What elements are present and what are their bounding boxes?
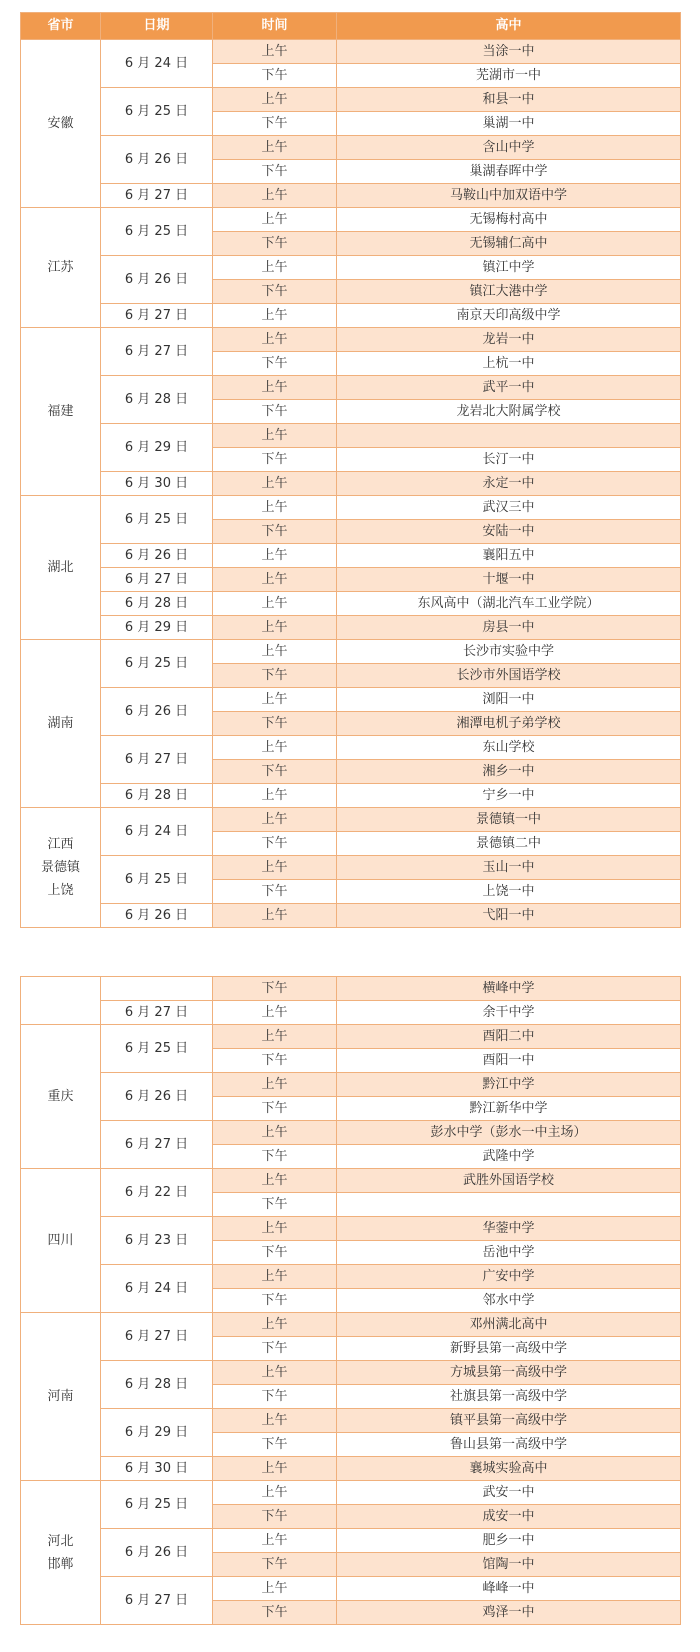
school-cell: 东风高中（湖北汽车工业学院） bbox=[337, 592, 681, 616]
school-cell: 酉阳二中 bbox=[337, 1025, 681, 1049]
table-row bbox=[21, 1577, 681, 1601]
school-cell: 华蓥中学 bbox=[337, 1217, 681, 1241]
time-cell: 下午 bbox=[213, 1385, 337, 1409]
table-row bbox=[21, 640, 681, 664]
date-cell: 6 月 28 日 bbox=[101, 784, 213, 808]
school-cell: 镇平县第一高级中学 bbox=[337, 1409, 681, 1433]
time-cell: 上午 bbox=[213, 256, 337, 280]
date-cell: 6 月 26 日 bbox=[101, 544, 213, 568]
time-cell: 上午 bbox=[213, 184, 337, 208]
school-cell: 宁乡一中 bbox=[337, 784, 681, 808]
time-cell: 下午 bbox=[213, 1601, 337, 1625]
school-cell: 龙岩北大附属学校 bbox=[337, 400, 681, 424]
time-cell: 上午 bbox=[213, 424, 337, 448]
school-cell: 龙岩一中 bbox=[337, 328, 681, 352]
time-cell: 下午 bbox=[213, 977, 337, 1001]
time-cell: 下午 bbox=[213, 1145, 337, 1169]
school-cell: 方城县第一高级中学 bbox=[337, 1361, 681, 1385]
date-cell: 6 月 27 日 bbox=[101, 1577, 213, 1625]
table-row bbox=[21, 784, 681, 808]
date-cell: 6 月 23 日 bbox=[101, 1217, 213, 1265]
time-cell: 上午 bbox=[213, 208, 337, 232]
header-row bbox=[21, 13, 681, 40]
school-cell: 当涂一中 bbox=[337, 40, 681, 64]
table-row bbox=[21, 424, 681, 448]
date-cell: 6 月 26 日 bbox=[101, 1073, 213, 1121]
date-cell: 6 月 25 日 bbox=[101, 208, 213, 256]
school-cell: 永定一中 bbox=[337, 472, 681, 496]
date-cell: 6 月 25 日 bbox=[101, 1025, 213, 1073]
table-row bbox=[21, 616, 681, 640]
table-row bbox=[21, 376, 681, 400]
time-cell: 下午 bbox=[213, 1049, 337, 1073]
table-row bbox=[21, 977, 681, 1001]
school-cell: 景德镇二中 bbox=[337, 832, 681, 856]
school-cell: 东山学校 bbox=[337, 736, 681, 760]
school-cell: 无锡梅村高中 bbox=[337, 208, 681, 232]
time-cell: 下午 bbox=[213, 1289, 337, 1313]
school-cell: 长沙市实验中学 bbox=[337, 640, 681, 664]
table-row bbox=[21, 208, 681, 232]
time-cell: 下午 bbox=[213, 400, 337, 424]
header-date: 日期 bbox=[101, 13, 213, 40]
date-cell: 6 月 26 日 bbox=[101, 256, 213, 304]
table-row bbox=[21, 40, 681, 64]
header-school: 高中 bbox=[337, 13, 681, 40]
table-row bbox=[21, 688, 681, 712]
time-cell: 上午 bbox=[213, 904, 337, 928]
table-row bbox=[21, 856, 681, 880]
date-cell: 6 月 27 日 bbox=[101, 1121, 213, 1169]
school-cell: 无锡辅仁高中 bbox=[337, 232, 681, 256]
school-cell: 黔江新华中学 bbox=[337, 1097, 681, 1121]
school-cell: 酉阳一中 bbox=[337, 1049, 681, 1073]
school-cell: 馆陶一中 bbox=[337, 1553, 681, 1577]
time-cell: 上午 bbox=[213, 856, 337, 880]
school-cell: 武安一中 bbox=[337, 1481, 681, 1505]
province-cell: 四川 bbox=[21, 1169, 101, 1313]
date-cell: 6 月 22 日 bbox=[101, 1169, 213, 1217]
time-cell: 下午 bbox=[213, 1505, 337, 1529]
school-cell: 镇江中学 bbox=[337, 256, 681, 280]
school-cell: 邓州满北高中 bbox=[337, 1313, 681, 1337]
time-cell: 下午 bbox=[213, 832, 337, 856]
school-cell: 和县一中 bbox=[337, 88, 681, 112]
time-cell: 上午 bbox=[213, 472, 337, 496]
date-cell: 6 月 27 日 bbox=[101, 1001, 213, 1025]
school-cell: 南京天印高级中学 bbox=[337, 304, 681, 328]
time-cell: 下午 bbox=[213, 448, 337, 472]
province-cell: 河北 邯郸 bbox=[21, 1481, 101, 1625]
time-cell: 上午 bbox=[213, 568, 337, 592]
school-cell: 含山中学 bbox=[337, 136, 681, 160]
province-cell: 江西 景德镇 上饶 bbox=[21, 808, 101, 928]
school-cell: 岳池中学 bbox=[337, 1241, 681, 1265]
province-cell: 湖南 bbox=[21, 640, 101, 808]
time-cell: 上午 bbox=[213, 1529, 337, 1553]
school-cell: 黔江中学 bbox=[337, 1073, 681, 1097]
school-cell: 弋阳一中 bbox=[337, 904, 681, 928]
time-cell: 下午 bbox=[213, 520, 337, 544]
time-cell: 下午 bbox=[213, 664, 337, 688]
province-cell: 重庆 bbox=[21, 1025, 101, 1169]
date-cell: 6 月 26 日 bbox=[101, 904, 213, 928]
school-cell: 新野县第一高级中学 bbox=[337, 1337, 681, 1361]
table-row bbox=[21, 568, 681, 592]
time-cell: 下午 bbox=[213, 280, 337, 304]
time-cell: 下午 bbox=[213, 112, 337, 136]
school-cell: 镇江大港中学 bbox=[337, 280, 681, 304]
table-row bbox=[21, 496, 681, 520]
date-cell: 6 月 25 日 bbox=[101, 856, 213, 904]
time-cell: 下午 bbox=[213, 232, 337, 256]
table-row bbox=[21, 1001, 681, 1025]
table-row bbox=[21, 1265, 681, 1289]
table-row bbox=[21, 1217, 681, 1241]
time-cell: 上午 bbox=[213, 1577, 337, 1601]
time-cell: 上午 bbox=[213, 736, 337, 760]
date-cell: 6 月 27 日 bbox=[101, 184, 213, 208]
time-cell: 上午 bbox=[213, 1313, 337, 1337]
table-row bbox=[21, 472, 681, 496]
school-cell: 成安一中 bbox=[337, 1505, 681, 1529]
school-cell: 长汀一中 bbox=[337, 448, 681, 472]
time-cell: 下午 bbox=[213, 1241, 337, 1265]
date-cell: 6 月 29 日 bbox=[101, 424, 213, 472]
date-cell: 6 月 29 日 bbox=[101, 616, 213, 640]
time-cell: 上午 bbox=[213, 1265, 337, 1289]
table-row bbox=[21, 136, 681, 160]
time-cell: 下午 bbox=[213, 64, 337, 88]
school-cell: 景德镇一中 bbox=[337, 808, 681, 832]
date-cell: 6 月 27 日 bbox=[101, 328, 213, 376]
schedule-table-part-1 bbox=[20, 12, 681, 928]
time-cell: 上午 bbox=[213, 808, 337, 832]
schedule-table-part-2 bbox=[20, 976, 681, 1625]
time-cell: 上午 bbox=[213, 1457, 337, 1481]
school-cell: 邻水中学 bbox=[337, 1289, 681, 1313]
school-cell: 武平一中 bbox=[337, 376, 681, 400]
date-cell: 6 月 27 日 bbox=[101, 736, 213, 784]
school-cell: 武汉三中 bbox=[337, 496, 681, 520]
date-cell: 6 月 25 日 bbox=[101, 496, 213, 544]
time-cell: 下午 bbox=[213, 1337, 337, 1361]
time-cell: 上午 bbox=[213, 40, 337, 64]
date-cell: 6 月 30 日 bbox=[101, 1457, 213, 1481]
school-cell: 鸡泽一中 bbox=[337, 1601, 681, 1625]
time-cell: 上午 bbox=[213, 304, 337, 328]
table-row bbox=[21, 1121, 681, 1145]
date-cell: 6 月 25 日 bbox=[101, 88, 213, 136]
province-cell: 江苏 bbox=[21, 208, 101, 328]
date-cell: 6 月 24 日 bbox=[101, 1265, 213, 1313]
time-cell: 下午 bbox=[213, 1433, 337, 1457]
school-cell: 湘乡一中 bbox=[337, 760, 681, 784]
table-row bbox=[21, 1409, 681, 1433]
province-cell: 湖北 bbox=[21, 496, 101, 640]
table-row bbox=[21, 736, 681, 760]
date-cell: 6 月 28 日 bbox=[101, 1361, 213, 1409]
school-cell: 玉山一中 bbox=[337, 856, 681, 880]
time-cell: 上午 bbox=[213, 88, 337, 112]
table-row bbox=[21, 1169, 681, 1193]
school-cell: 横峰中学 bbox=[337, 977, 681, 1001]
school-cell bbox=[337, 424, 681, 448]
date-cell: 6 月 25 日 bbox=[101, 1481, 213, 1529]
time-cell: 上午 bbox=[213, 496, 337, 520]
school-cell: 武胜外国语学校 bbox=[337, 1169, 681, 1193]
time-cell: 上午 bbox=[213, 1169, 337, 1193]
school-cell: 余干中学 bbox=[337, 1001, 681, 1025]
time-cell: 上午 bbox=[213, 376, 337, 400]
table-row bbox=[21, 544, 681, 568]
table-row bbox=[21, 1313, 681, 1337]
school-cell: 十堰一中 bbox=[337, 568, 681, 592]
table-row bbox=[21, 1529, 681, 1553]
school-cell: 襄城实验高中 bbox=[337, 1457, 681, 1481]
school-cell: 广安中学 bbox=[337, 1265, 681, 1289]
time-cell: 上午 bbox=[213, 328, 337, 352]
school-cell: 社旗县第一高级中学 bbox=[337, 1385, 681, 1409]
school-cell: 峰峰一中 bbox=[337, 1577, 681, 1601]
school-cell: 巢湖春晖中学 bbox=[337, 160, 681, 184]
time-cell: 下午 bbox=[213, 1553, 337, 1577]
time-cell: 下午 bbox=[213, 1097, 337, 1121]
school-cell: 芜湖市一中 bbox=[337, 64, 681, 88]
school-cell: 巢湖一中 bbox=[337, 112, 681, 136]
school-cell: 上杭一中 bbox=[337, 352, 681, 376]
time-cell: 上午 bbox=[213, 1025, 337, 1049]
table-row bbox=[21, 328, 681, 352]
province-cell bbox=[21, 977, 101, 1025]
school-cell: 彭水中学（彭水一中主场） bbox=[337, 1121, 681, 1145]
date-cell: 6 月 28 日 bbox=[101, 376, 213, 424]
header-province: 省市 bbox=[21, 13, 101, 40]
time-cell: 上午 bbox=[213, 544, 337, 568]
time-cell: 上午 bbox=[213, 688, 337, 712]
time-cell: 上午 bbox=[213, 136, 337, 160]
time-cell: 上午 bbox=[213, 640, 337, 664]
table-row bbox=[21, 1025, 681, 1049]
school-cell: 武隆中学 bbox=[337, 1145, 681, 1169]
table-row bbox=[21, 1457, 681, 1481]
school-cell: 浏阳一中 bbox=[337, 688, 681, 712]
time-cell: 上午 bbox=[213, 1073, 337, 1097]
date-cell: 6 月 26 日 bbox=[101, 136, 213, 184]
time-cell: 上午 bbox=[213, 1361, 337, 1385]
time-cell: 上午 bbox=[213, 784, 337, 808]
school-cell: 安陆一中 bbox=[337, 520, 681, 544]
schedule-body-1 bbox=[21, 13, 681, 928]
province-cell: 安徽 bbox=[21, 40, 101, 208]
table-row bbox=[21, 88, 681, 112]
school-cell: 房县一中 bbox=[337, 616, 681, 640]
province-cell: 福建 bbox=[21, 328, 101, 496]
header-time: 时间 bbox=[213, 13, 337, 40]
date-cell: 6 月 24 日 bbox=[101, 808, 213, 856]
table-row bbox=[21, 1073, 681, 1097]
time-cell: 下午 bbox=[213, 760, 337, 784]
time-cell: 下午 bbox=[213, 712, 337, 736]
time-cell: 下午 bbox=[213, 1193, 337, 1217]
time-cell: 上午 bbox=[213, 1121, 337, 1145]
time-cell: 下午 bbox=[213, 160, 337, 184]
date-cell: 6 月 26 日 bbox=[101, 1529, 213, 1577]
table-row bbox=[21, 1481, 681, 1505]
date-cell: 6 月 24 日 bbox=[101, 40, 213, 88]
date-cell: 6 月 26 日 bbox=[101, 688, 213, 736]
table-row bbox=[21, 808, 681, 832]
province-cell: 河南 bbox=[21, 1313, 101, 1481]
school-cell: 鲁山县第一高级中学 bbox=[337, 1433, 681, 1457]
time-cell: 上午 bbox=[213, 1481, 337, 1505]
date-cell: 6 月 25 日 bbox=[101, 640, 213, 688]
date-cell: 6 月 30 日 bbox=[101, 472, 213, 496]
school-cell: 马鞍山中加双语中学 bbox=[337, 184, 681, 208]
school-cell: 长沙市外国语学校 bbox=[337, 664, 681, 688]
table-row bbox=[21, 256, 681, 280]
time-cell: 上午 bbox=[213, 592, 337, 616]
time-cell: 上午 bbox=[213, 616, 337, 640]
time-cell: 上午 bbox=[213, 1001, 337, 1025]
date-cell: 6 月 27 日 bbox=[101, 568, 213, 592]
date-cell: 6 月 27 日 bbox=[101, 1313, 213, 1361]
time-cell: 下午 bbox=[213, 880, 337, 904]
date-cell: 6 月 29 日 bbox=[101, 1409, 213, 1457]
schedule-body-2 bbox=[21, 977, 681, 1625]
date-cell: 6 月 28 日 bbox=[101, 592, 213, 616]
time-cell: 上午 bbox=[213, 1217, 337, 1241]
table-row bbox=[21, 184, 681, 208]
table-row bbox=[21, 1361, 681, 1385]
school-cell bbox=[337, 1193, 681, 1217]
school-cell: 襄阳五中 bbox=[337, 544, 681, 568]
time-cell: 上午 bbox=[213, 1409, 337, 1433]
table-row bbox=[21, 304, 681, 328]
date-cell: 6 月 27 日 bbox=[101, 304, 213, 328]
date-cell bbox=[101, 977, 213, 1001]
table-row bbox=[21, 592, 681, 616]
time-cell: 下午 bbox=[213, 352, 337, 376]
school-cell: 肥乡一中 bbox=[337, 1529, 681, 1553]
table-row bbox=[21, 904, 681, 928]
school-cell: 湘潭电机子弟学校 bbox=[337, 712, 681, 736]
school-cell: 上饶一中 bbox=[337, 880, 681, 904]
